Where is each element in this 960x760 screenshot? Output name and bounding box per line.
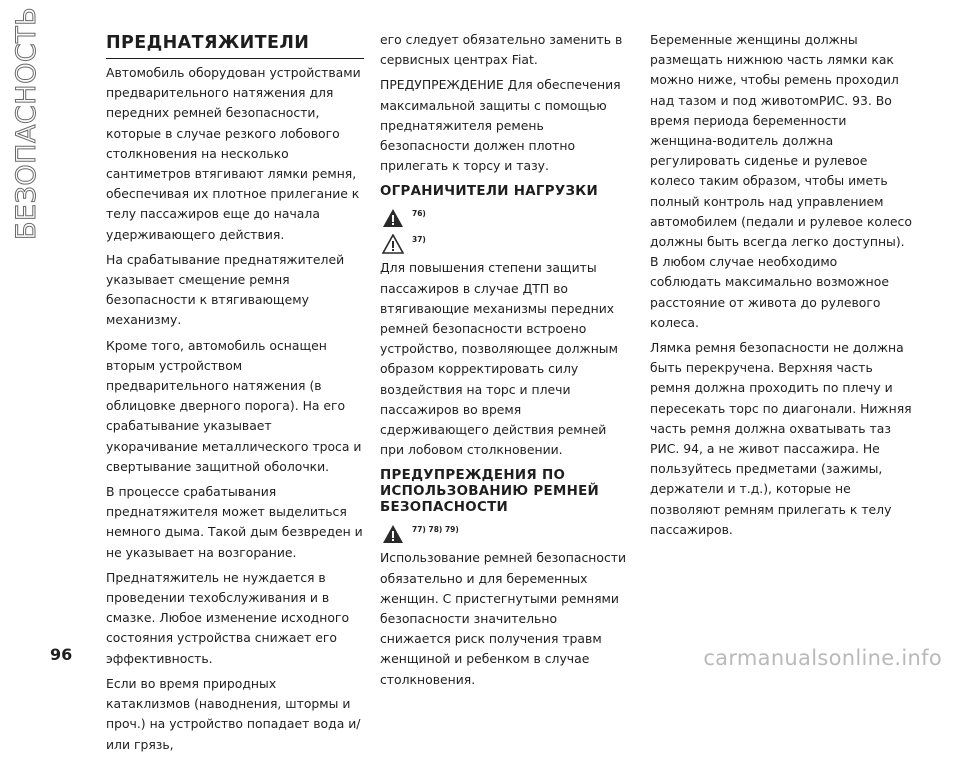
page-number: 96 xyxy=(50,645,73,664)
warning-row xyxy=(382,522,630,546)
warning-icon xyxy=(382,524,404,544)
heading-seat-belt-warnings: ПРЕДУПРЕЖДЕНИЯ ПО ИСПОЛЬЗОВАНИЮ РЕМНЕЙ БЕЗОПАСНОСТИ xyxy=(380,468,600,516)
paragraph: В процессе срабатывания преднатяжителя может выделиться немного дыма. Такой дым безвреден и не указывает на возгорание. xyxy=(106,484,363,560)
paragraph: его следует обязательно заменить в сервисных центрах Fiat. xyxy=(380,32,623,68)
paragraph: Кроме того, автомобиль оснащен вторым устройством предварительного натяжения (в облицовке дверного порога). На его срабатывание указывает укорачивание металлического троса и свертывание защитной оболочки. xyxy=(106,337,362,474)
paragraph: Использование ремней безопасности обязательно и для беременных женщин. С пристегнутыми ремнями безопасности значительно снижается риск получения травм женщиной и ребенком в случае столкновения. xyxy=(380,550,627,687)
warning-icon xyxy=(382,208,404,228)
paragraph: Преднатяжитель не нуждается в проведении техобслуживания и в смазке. Любое изменение исходного состояния устройства снижает его эффективность. xyxy=(106,569,350,666)
paragraph: Для повышения степени защиты пассажиров в случае ДТП во втягивающие механизмы передних ремней безопасности встроено устройство, позволяющее должным образом корректировать силу воздействия на торс и плечи пассажиров во время сдерживающего действия ремней при лобовом столкновении. xyxy=(380,260,618,458)
section-title: ПРЕДНАТЯЖИТЕЛИ xyxy=(106,32,364,59)
section-tab: БЕЗОПАСНОСТЬ xyxy=(11,6,42,240)
caution-reference: 37) xyxy=(412,235,426,245)
heading-load-limiters: ОГРАНИЧИТЕЛИ НАГРУЗКИ xyxy=(380,184,599,200)
column-right xyxy=(650,30,912,545)
warning-reference: 76) xyxy=(412,209,426,219)
caution-row xyxy=(382,232,630,256)
warning-paragraph: ПРЕДУПРЕЖДЕНИЕ Для обеспечения максимальной защиты с помощью преднатяжителя ремень безопасности должен плотно прилегать к торсу и тазу. xyxy=(380,77,621,174)
paragraph: Автомобиль оборудован устройствами предварительного натяжения для передних ремней безопасности, которые в случае резкого лобового столкновения на несколько сантиметров втягивают лямки ремня, обеспечивая их плотное прилегание к телу пассажиров еще до начала удерживающего действия. xyxy=(106,65,361,242)
caution-icon xyxy=(382,234,404,254)
warning-reference: 77) 78) 79) xyxy=(412,525,459,535)
paragraph: Беременные женщины должны размещать нижнюю часть лямки как можно ниже, чтобы ремень проходил над тазом и под животомРИС. 93. Во время периода беременности женщина-водитель должна регулировать сиденье и рулевое колесо таким образом, чтобы иметь полный контроль над управлением автомобилем (педали и рулевое колесо должны быть всегда легко доступны). В любом случае необходимо соблюдать максимально возможное расстояние от живота до рулевого колеса. xyxy=(650,32,912,330)
paragraph: Лямка ремня безопасности не должна быть перекручена. Верхняя часть ремня должна проходить по плечу и пересекать торс по диагонали. Нижняя часть ремня должна охватывать таз РИС. 94, а не живот пассажира. Не пользуйтесь предметами (зажимы, держатели и т.д.), которые не позволяют ремням прилегать к телу пассажиров. xyxy=(650,340,912,537)
column-left xyxy=(106,32,364,760)
paragraph: На срабатывание преднатяжителей указывает смещение ремня безопасности к втягивающему механизму. xyxy=(106,251,345,328)
paragraph: Если во время природных катаклизмов (наводнения, штормы и проч.) на устройство попадает вода и/или грязь, xyxy=(106,675,361,752)
warning-row xyxy=(382,206,630,230)
column-middle xyxy=(380,30,630,695)
watermark: carmanualsonline.info xyxy=(703,646,942,670)
